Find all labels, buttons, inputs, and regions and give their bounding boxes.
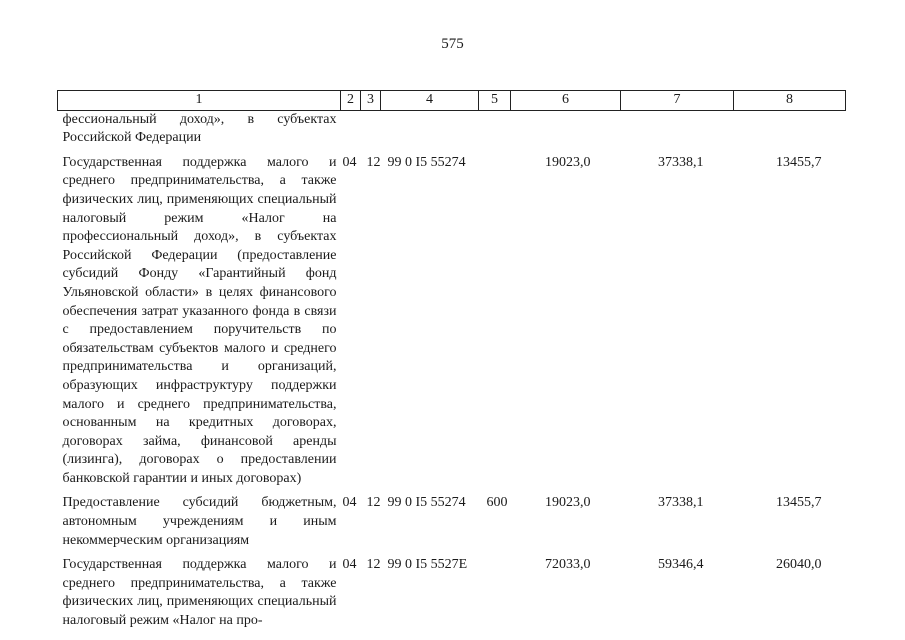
- column-header-2: 2: [341, 91, 361, 111]
- row-amount-7: 37338,1: [658, 154, 704, 170]
- column-header-6: 6: [511, 91, 621, 111]
- row-description: Предоставление субсидий бюджетным, автономным учреждениям и иным некоммерческим организациям: [62, 495, 337, 548]
- row-target-article: 99 0 I5 55274: [387, 154, 466, 170]
- row-amount-8: 26040,0: [776, 557, 822, 573]
- column-header-8: 8: [734, 91, 846, 111]
- row-amount-7: 37338,1: [658, 495, 704, 511]
- row-expense-type: [479, 110, 511, 148]
- row-section: [341, 110, 361, 148]
- row-amount-6: 72033,0: [545, 557, 591, 573]
- row-subsection: 12: [366, 154, 381, 170]
- row-subsection: 12: [366, 495, 381, 511]
- row-amount-7: 59346,4: [658, 557, 704, 573]
- row-expense-type: 600: [486, 495, 508, 511]
- row-expense-type: [479, 550, 511, 630]
- column-header-4: 4: [381, 91, 479, 111]
- table-row: [58, 110, 846, 148]
- row-amount-8: 13455,7: [776, 154, 822, 170]
- column-header-3: 3: [361, 91, 381, 111]
- row-target-article: 99 0 I5 55274: [387, 495, 466, 511]
- row-section: 04: [342, 495, 357, 511]
- row-description: фессиональный доход», в субъектах Российской Федерации: [62, 111, 337, 146]
- budget-table: [57, 90, 846, 631]
- table-row: [58, 550, 846, 630]
- row-amount-7: [621, 110, 734, 148]
- row-description: Государственная поддержка малого и среднего предпринимательства, а также физических лиц, применяющих специальный налоговый режим «Налог на профессиональный доход», в субъектах Российской Федерации (предоставление субсидий Фонду «Гарантийный фонд Ульяновской области» в целях финансового обеспечения затрат указанного фонда в связи с предоставлением поручительств по обязательствам субъектов малого и среднего предпринимательства и организаций, образующих инфраструктуру поддержки малого и среднего предпринимательства, основанным на кредитных договорах, договорах займа, финансовой аренды (лизинга), договорах о предоставлении банковской гарантии и иных договорах): [62, 154, 337, 486]
- column-header-1: 1: [58, 91, 341, 111]
- row-amount-6: [511, 110, 621, 148]
- table-row: [58, 148, 846, 489]
- page-number: 575: [441, 36, 464, 52]
- row-description: Государственная поддержка малого и среднего предпринимательства, а также физических лиц, применяющих специальный налоговый режим «Налог на про-: [62, 557, 337, 629]
- column-header-5: 5: [479, 91, 511, 111]
- row-subsection: [361, 110, 381, 148]
- row-target-article: 99 0 I5 5527E: [387, 557, 468, 573]
- row-amount-8: [734, 110, 846, 148]
- row-amount-6: 19023,0: [545, 154, 591, 170]
- header-row: [58, 91, 846, 111]
- row-amount-6: 19023,0: [545, 495, 591, 511]
- row-subsection: 12: [366, 557, 381, 573]
- row-amount-8: 13455,7: [776, 495, 822, 511]
- row-section: 04: [342, 154, 357, 170]
- table-row: [58, 488, 846, 550]
- row-section: 04: [342, 557, 357, 573]
- column-header-7: 7: [621, 91, 734, 111]
- row-expense-type: [479, 148, 511, 489]
- row-target-article: [381, 110, 479, 148]
